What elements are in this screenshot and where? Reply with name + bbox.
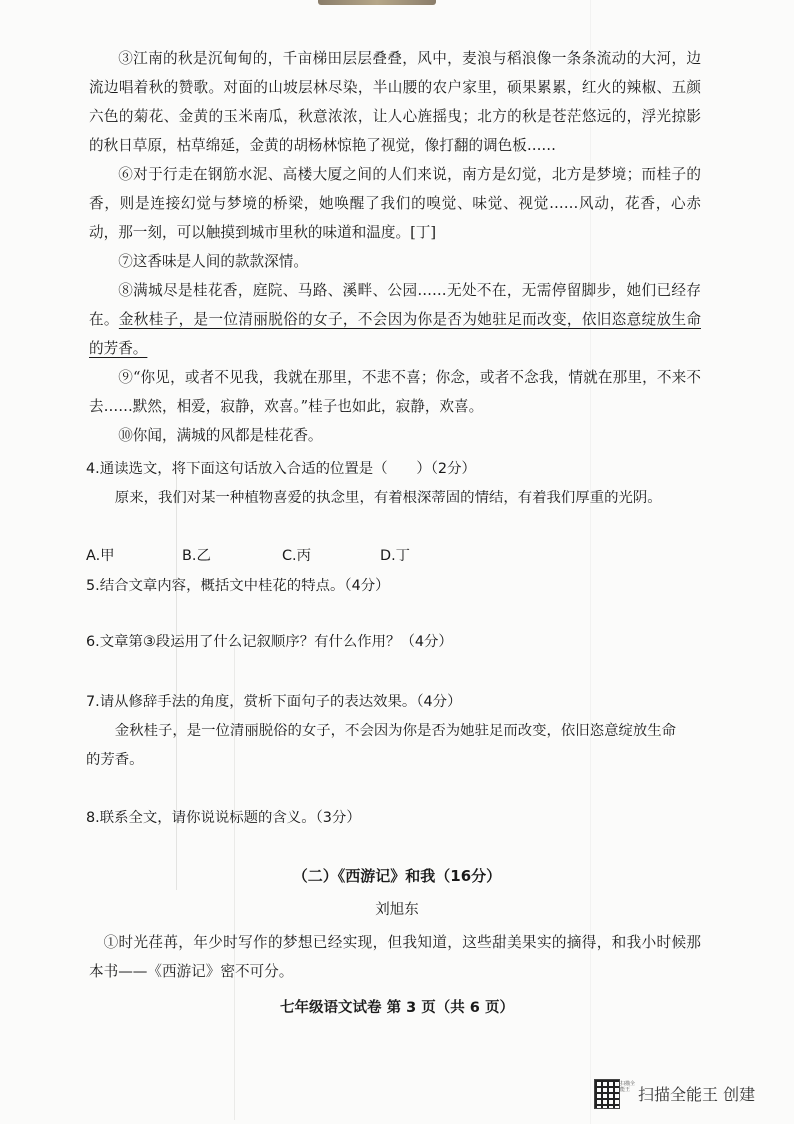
page-footer: 七年级语文试卷 第 3 页（共 6 页）	[280, 1000, 514, 1016]
section-title: （二）《西游记》和我（16分）	[292, 867, 502, 885]
question-5: 5.结合文章内容，概括文中桂花的特点。（4分）	[86, 578, 390, 594]
paragraph-8	[89, 276, 701, 363]
option-a: A.甲	[86, 548, 115, 564]
binding-clip	[318, 0, 436, 5]
paragraph-6: ⑥对于行走在钢筋水泥、高楼大厦之间的人们来说，南方是幻觉，北方是梦境；而桂子的香，则是连接幻觉与梦境的桥梁，她唤醒了我们的嗅觉、味觉、视觉……风动，花香，心赤动，那一刻，可以触摸到城市里秋的味道和温度。[丁]	[89, 166, 701, 241]
question-4-quote: 原来，我们对某一种植物喜爱的执念里，有着根深蒂固的情结，有着我们厚重的光阴。	[114, 490, 662, 506]
paragraph-10: ⑩你闻，满城的风都是桂花香。	[118, 427, 323, 444]
question-7: 7.请从修辞手法的角度，赏析下面句子的表达效果。（4分）	[86, 694, 462, 710]
scanner-watermark: 扫描全能王 创建	[638, 1085, 756, 1104]
paragraph-3: ③江南的秋是沉甸甸的，千亩梯田层层叠叠，风中，麦浪与稻浪像一条条流动的大河，边流边唱着秋的赞歌。对面的山坡层林尽染，半山腰的农户家里，硕果累累，红火的辣椒、五颜六色的菊花、金黄的玉米南瓜，秋意浓浓，让人心旌摇曳；北方的秋是苍茫悠远的，浮光掠影的秋日草原，枯草绵延，金黄的胡杨林惊艳了视觉，像打翻的调色板……	[89, 50, 701, 154]
paragraph-9: ⑨“你见，或者不见我，我就在那里，不悲不喜；你念，或者不念我，情就在那里，不来不去……默然，相爱，寂静，欢喜。”桂子也如此，寂静，欢喜。	[89, 369, 701, 415]
author-name: 刘旭东	[375, 902, 419, 918]
paragraph-8-text: ⑧满城尽是桂花香，庭院、马路、溪畔、公园……无处不在，无需停留脚步，她们已经存在。	[89, 282, 701, 328]
qr-code-icon	[594, 1079, 620, 1109]
question-8: 8.联系全文，请你说说标题的含义。（3分）	[86, 810, 361, 826]
scan-fold-line	[176, 470, 177, 890]
question-4: 4.通读选文，将下面这句话放入合适的位置是（ ）（2分）	[86, 461, 476, 477]
option-d: D.丁	[380, 548, 411, 564]
option-b: B.乙	[182, 548, 211, 564]
question-7-quote: 金秋桂子，是一位清丽脱俗的女子，不会因为你是否为她驻足而改变，依旧恣意绽放生命的芳香。	[86, 723, 677, 768]
paragraph-7: ⑦这香味是人间的款款深情。	[118, 253, 308, 270]
scanner-logo-label: 扫描全能王	[620, 1081, 636, 1093]
question-6: 6.文章第③段运用了什么记叙顺序？有什么作用？（4分）	[86, 634, 453, 650]
underlined-sentence: 金秋桂子，是一位清丽脱俗的女子，不会因为你是否为她驻足而改变，依旧恣意绽放生命的芳香。	[89, 311, 701, 357]
option-c: C.丙	[282, 548, 312, 564]
passage-two-paragraph-1: ①时光荏苒，年少时写作的梦想已经实现，但我知道，这些甜美果实的摘得，和我小时候那本书——《西游记》密不可分。	[89, 934, 701, 980]
